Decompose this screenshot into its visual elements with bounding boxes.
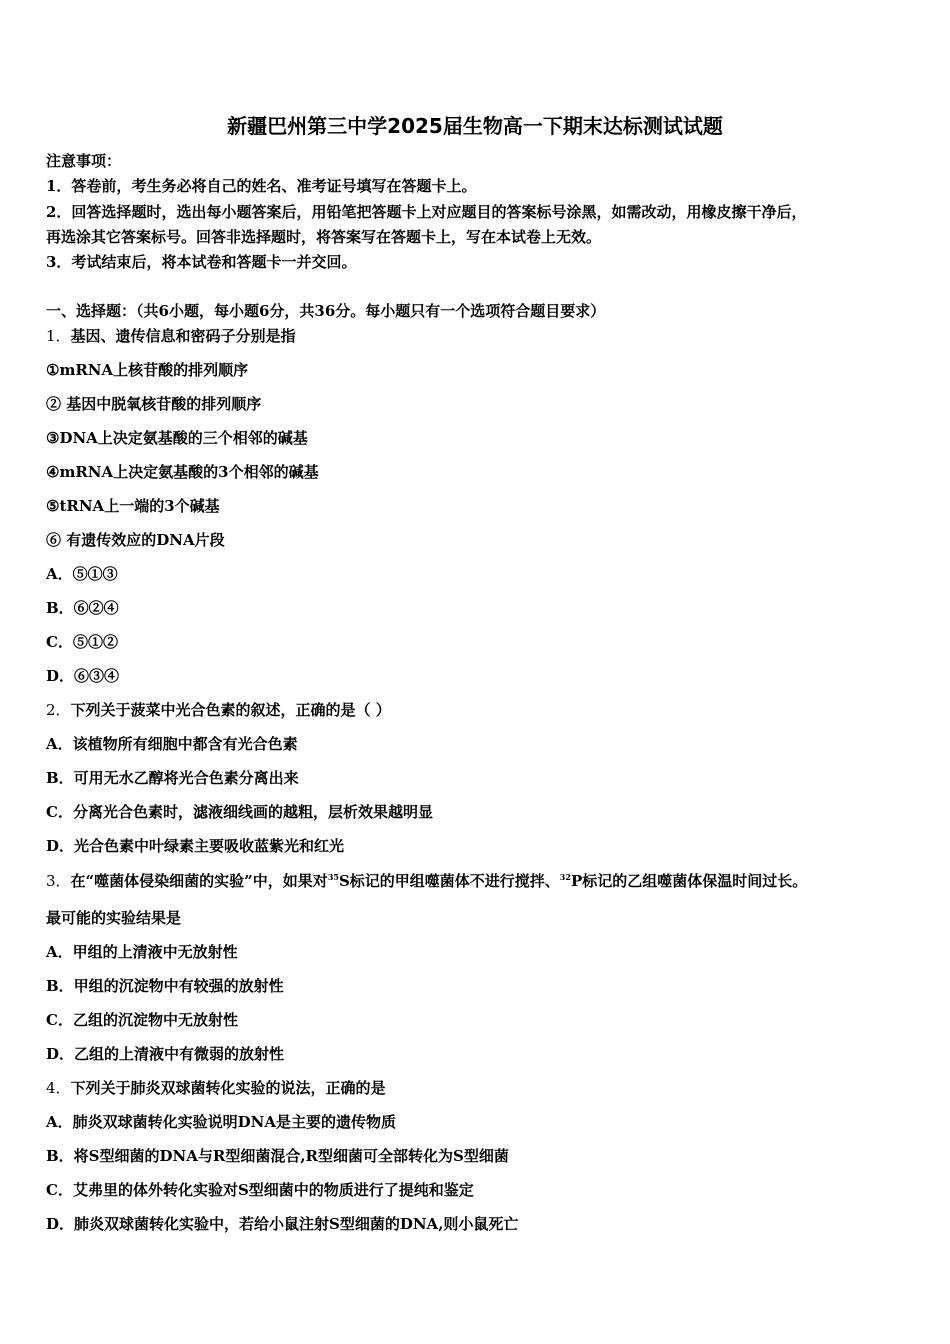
page-title: 新疆巴州第三中学2025届生物高一下期末达标测试试题: [227, 114, 723, 138]
section-heading: 一、选择题：（共6小题，每小题6分，共36分。每小题只有一个选项符合题目要求）: [46, 302, 606, 320]
question-1-statement-1: ①mRNA上核苷酸的排列顺序: [46, 361, 249, 379]
question-3-option-c: C．乙组的沉淀物中无放射性: [46, 1011, 238, 1029]
question-2-option-d: D．光合色素中叶绿素主要吸收蓝紫光和红光: [46, 837, 345, 855]
isotope-superscript-32: 32: [559, 872, 571, 882]
question-1-option-a: A．⑤①③: [46, 565, 118, 583]
question-4-option-d: D．肺炎双球菌转化实验中，若给小鼠注射S型细菌的DNA,则小鼠死亡: [46, 1215, 519, 1233]
question-2-option-b: B．可用无水乙醇将光合色素分离出来: [46, 769, 299, 787]
question-text: 下列关于肺炎双球菌转化实验的说法，正确的是: [70, 1079, 386, 1097]
question-number: 2．: [46, 701, 71, 719]
question-number: 3．: [46, 872, 71, 890]
notice-heading: 注意事项：: [46, 152, 122, 170]
question-1-statement-6: ⑥ 有遗传效应的DNA片段: [46, 531, 225, 549]
question-3-stem-continued: 最可能的实验结果是: [46, 909, 182, 927]
question-1-option-d: D．⑥③④: [46, 667, 120, 685]
question-1-statement-2: ② 基因中脱氧核苷酸的排列顺序: [46, 395, 262, 413]
question-4-stem: [46, 1078, 386, 1098]
question-1-option-c: C．⑤①②: [46, 633, 118, 651]
notice-item-1: 1．答卷前，考生务必将自己的姓名、准考证号填写在答题卡上。: [46, 177, 477, 195]
question-1-statement-3: ③DNA上决定氨基酸的三个相邻的碱基: [46, 429, 308, 447]
question-4-option-a: A．肺炎双球菌转化实验说明DNA是主要的遗传物质: [46, 1113, 396, 1131]
notice-item-2-continued: 再选涂其它答案标号。回答非选择题时，将答案写在答题卡上，写在本试卷上无效。: [46, 228, 602, 246]
question-text: 下列关于菠菜中光合色素的叙述，正确的是（ ）: [70, 701, 391, 719]
notice-item-2: 2．回答选择题时，选出每小题答案后，用铅笔把答题卡上对应题目的答案标号涂黑，如需改动，用橡皮擦干净后，: [46, 203, 807, 221]
question-number: 4．: [46, 1079, 71, 1097]
question-2-option-a: A．该植物所有细胞中都含有光合色素: [46, 735, 298, 753]
question-text-part-1: 在“噬菌体侵染细菌的实验”中，如果对: [70, 872, 328, 890]
question-2-stem: [46, 700, 391, 720]
question-text-part-2: S标记的甲组噬菌体不进行搅拌、: [338, 872, 560, 890]
isotope-superscript-35: 35: [327, 872, 339, 882]
question-1-statement-5: ⑤tRNA上一端的3个碱基: [46, 497, 220, 515]
question-1-option-b: B．⑥②④: [46, 599, 119, 617]
question-3-option-b: B．甲组的沉淀物中有较强的放射性: [46, 977, 284, 995]
question-text: 基因、遗传信息和密码子分别是指: [70, 327, 296, 345]
question-3-option-d: D．乙组的上清液中有微弱的放射性: [46, 1045, 285, 1063]
notice-item-3: 3．考试结束后，将本试卷和答题卡一并交回。: [46, 253, 357, 271]
question-4-option-c: C．艾弗里的体外转化实验对S型细菌中的物质进行了提纯和鉴定: [46, 1181, 474, 1199]
question-2-option-c: C．分离光合色素时，滤液细线画的越粗，层析效果越明显: [46, 803, 433, 821]
question-1-statement-4: ④mRNA上决定氨基酸的3个相邻的碱基: [46, 463, 319, 481]
question-3-stem: [46, 871, 807, 891]
question-3-option-a: A．甲组的上清液中无放射性: [46, 943, 238, 961]
question-number: 1．: [46, 327, 71, 345]
question-4-option-b: B．将S型细菌的DNA与R型细菌混合,R型细菌可全部转化为S型细菌: [46, 1147, 509, 1165]
question-1-stem: [46, 326, 296, 346]
question-text-part-3: P标记的乙组噬菌体保温时间过长。: [570, 872, 808, 890]
